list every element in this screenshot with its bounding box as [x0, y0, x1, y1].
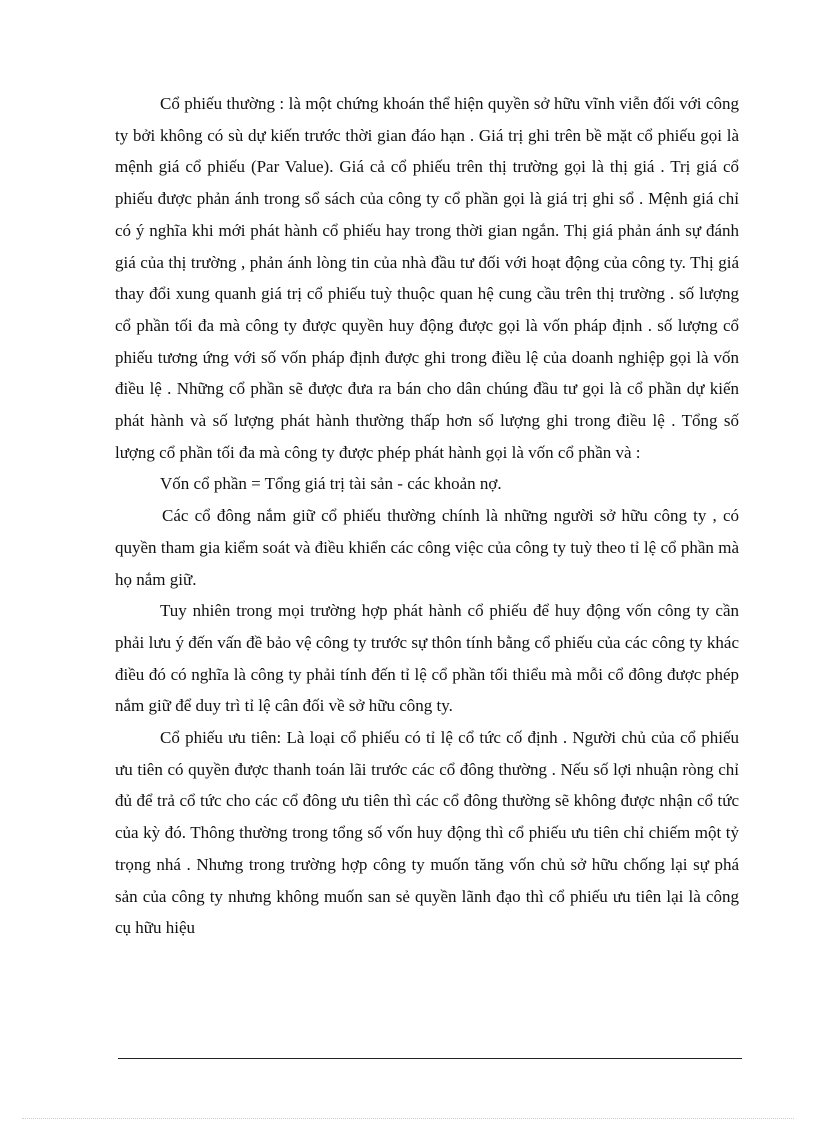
document-body — [115, 88, 739, 944]
page-bottom-border — [22, 1118, 794, 1119]
paragraph-preferred-stock: Cổ phiếu ưu tiên: Là loại cổ phiếu có tỉ lệ cổ tức cố định . Người chủ của cổ phiếu ưu tiên có quyền được thanh toán lãi trước các cổ đông thường . Nếu số lợi nhuận ròng chỉ đủ để trả cổ tức cho các cổ đông ưu tiên thì các cổ đông thường sẽ không được nhận cổ tức của kỳ đó. Thông thường trong tổng số vốn huy động thì cổ phiếu ưu tiên chỉ chiếm một tỷ trọng nhá . Nhưng trong trường hợp công ty muốn tăng vốn chủ sở hữu chống lại sự phá sản của công ty nhưng không muốn san sẻ quyền lãnh đạo thì cổ phiếu ưu tiên lại là công cụ hữu hiệu — [115, 728, 739, 938]
footer-divider — [118, 1058, 742, 1059]
paragraph-common-stock: Cổ phiếu thường : là một chứng khoán thể hiện quyền sở hữu vĩnh viễn đối với công ty bởi không có sù dự kiến trước thời gian đáo hạn . Giá trị ghi trên bề mặt cổ phiếu gọi là mệnh giá cổ phiếu (Par Value). Giá cả cổ phiếu trên thị trường gọi là thị giá . Trị giá cổ phiếu được phản ánh trong sổ sách của công ty cổ phần gọi là giá trị ghi sổ . Mệnh giá chỉ có ý nghĩa khi mới phát hành cổ phiếu hay trong thời gian ngắn. Thị giá phản ánh sự đánh giá của thị trường , phản ánh lòng tin của nhà đầu tư đối với hoạt động của công ty. Thị giá thay đổi xung quanh giá trị cổ phiếu tuỳ thuộc quan hệ cung cầu trên thị trường . số lượng cổ phần tối đa mà công ty được quyền huy động được gọi là vốn pháp định . số lượng cổ phiếu tương ứng với số vốn pháp định được ghi trong điều lệ của doanh nghiệp gọi là vốn điều lệ . Những cổ phần sẽ được đưa ra bán cho dân chúng đầu tư gọi là cổ phần dự kiến phát hành và số lượng phát hành thường thấp hơn số lượng ghi trong điều lệ . Tổng số lượng cổ phần tối đa mà công ty được phép phát hành gọi là vốn cổ phần và : — [115, 94, 739, 462]
paragraph-shareholder-rights: Các cổ đông nắm giữ cổ phiếu thường chính là những người sở hữu công ty , có quyền tham gia kiểm soát và điều khiển các công việc của công ty tuỳ theo tỉ lệ cổ phần mà họ nắm giữ. — [115, 506, 739, 589]
paragraph-equity-formula: Vốn cổ phần = Tổng giá trị tài sản - các khoản nợ. — [160, 474, 502, 494]
paragraph-takeover-protection: Tuy nhiên trong mọi trường hợp phát hành cổ phiếu để huy động vốn công ty cần phải lưu ý đến vấn đề bảo vệ công ty trước sự thôn tính bằng cổ phiếu của các công ty khác điều đó có nghĩa là công ty phải tính đến tỉ lệ cổ phần tối thiểu mà mỗi cổ đông được phép nắm giữ để duy trì tỉ lệ cân đối về sở hữu công ty. — [115, 601, 739, 716]
